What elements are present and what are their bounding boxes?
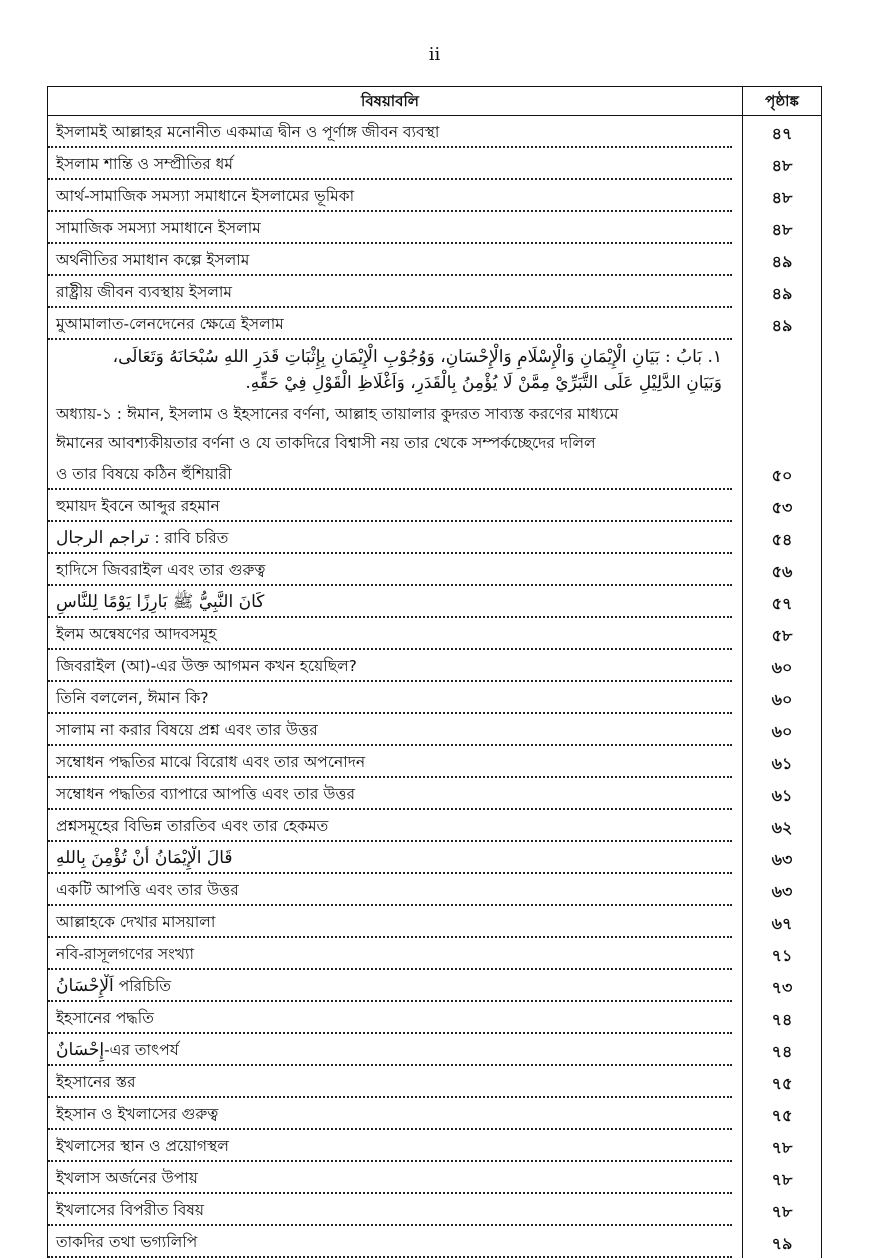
entry-title: [48, 718, 732, 746]
list-item[interactable]: [48, 1130, 821, 1162]
list-item[interactable]: [48, 554, 821, 586]
entry-page: ৪৭: [742, 116, 821, 148]
entry-title: [48, 1070, 732, 1098]
entry-title: [48, 1198, 732, 1226]
toc-header: [48, 87, 821, 116]
chapter-description: [48, 398, 821, 458]
list-item[interactable]: [48, 842, 821, 874]
entry-page: ৭৩: [742, 970, 821, 1002]
entry-page: ৬০: [742, 682, 821, 714]
entry-text: সালাম না করার বিষয়ে প্রশ্ন এবং তার উত্তর: [56, 721, 318, 739]
entry-text: হাদিসে জিবরাইল এবং তার গুরুত্ব: [56, 561, 266, 579]
entry-arabic: اَلْإِحْسَانُ: [56, 976, 114, 996]
list-item[interactable]: [48, 1194, 821, 1226]
entry-title: [48, 312, 732, 340]
list-item[interactable]: [48, 244, 821, 276]
entry-page: ৫৩: [742, 490, 821, 522]
entry-title: [48, 280, 732, 308]
entry-text: প্রশ্নসমূহের বিভিন্ন তারতিব এবং তার হেকমত: [56, 817, 329, 835]
list-item[interactable]: [48, 458, 821, 490]
list-item[interactable]: [48, 1002, 821, 1034]
list-item[interactable]: [48, 148, 821, 180]
entry-arabic: كَانَ النَّبِيُّ ﷺ بَارِزًا يَوْمًا لِلنَّاسِ: [56, 592, 265, 612]
list-item[interactable]: [48, 116, 821, 148]
entry-page: ৫০: [742, 458, 821, 490]
entry-page: ৭৪: [742, 1002, 821, 1034]
list-item[interactable]: [48, 308, 821, 340]
entry-text: রাষ্ট্রীয় জীবন ব্যবস্থায় ইসলাম: [56, 283, 233, 301]
entry-title: [48, 814, 732, 842]
entry-text: ইখলাসের বিপরীত বিষয়: [56, 1201, 205, 1219]
entry-title: [48, 590, 732, 618]
entry-title: [48, 1134, 732, 1162]
toc-header-page: পৃষ্ঠাঙ্ক: [742, 87, 821, 115]
entry-title: [48, 942, 732, 970]
entry-title: [48, 686, 732, 714]
entry-page: ৭৫: [742, 1066, 821, 1098]
entry-text: ইলম অন্বেষণের আদবসমূহ: [56, 625, 217, 643]
entry-page: ৬৩: [742, 842, 821, 874]
entry-text: ইখলাস অর্জনের উপায়: [56, 1169, 198, 1187]
list-item[interactable]: [48, 1226, 821, 1258]
entry-page: ৪৯: [742, 244, 821, 276]
entry-text: ইখলাসের স্থান ও প্রয়োগস্থল: [56, 1137, 229, 1155]
entry-page: ৬২: [742, 810, 821, 842]
entry-page: ৫৪: [742, 522, 821, 554]
entry-text: : রাবি চরিত: [149, 529, 229, 547]
arabic-heading-line-2: وَبَيَانِ الدَّلِيْلِ عَلَى التَّبَرِّيْ مِمَّنْ لَا يُؤْمِنُ بِالْقَدَرِ، وَاَغْلَاظِ الْقَوْلِ فِيْ حَقِّهِ.: [245, 373, 722, 393]
list-item[interactable]: [48, 746, 821, 778]
entry-text: জিবরাইল (আ)-এর উক্ত আগমন কখন হয়েছিল?: [56, 657, 357, 675]
entry-title: [48, 1038, 732, 1066]
list-item[interactable]: [48, 522, 821, 554]
entry-title: [48, 782, 732, 810]
list-item[interactable]: [48, 778, 821, 810]
toc-header-title: বিষয়াবলি: [361, 92, 419, 110]
entry-text: আর্থ-সামাজিক সমস্যা সমাধানে ইসলামের ভূমিকা: [56, 187, 355, 205]
entry-title: [48, 910, 732, 938]
list-item[interactable]: [48, 970, 821, 1002]
chapter-line-2: ঈমানের আবশ্যকীয়তার বর্ণনা ও যে তাকদিরে বিশ্বাসী নয় তার থেকে সম্পর্কচ্ছেদের দলিল: [56, 434, 596, 452]
entry-page: ৭৯: [742, 1226, 821, 1258]
entry-page: ৪৯: [742, 276, 821, 308]
list-item[interactable]: [48, 618, 821, 650]
entry-title: ও তার বিষয়ে কঠিন হুঁশিয়ারী: [48, 462, 732, 490]
entry-text: সম্বোধন পদ্ধতির মাঝে বিরোধ এবং তার অপনোদন: [56, 753, 366, 771]
entry-text: ইহসানের পদ্ধতি: [56, 1009, 154, 1027]
list-item[interactable]: [48, 586, 821, 618]
list-item[interactable]: [48, 276, 821, 308]
entry-text: -এর তাৎপর্য: [104, 1041, 179, 1059]
entry-text: আল্লাহকে দেখার মাসয়ালা: [56, 913, 216, 931]
entry-page: ৫৮: [742, 618, 821, 650]
arabic-chapter-heading: [48, 340, 821, 398]
list-item[interactable]: [48, 212, 821, 244]
entry-title: [48, 248, 732, 276]
entry-title: [48, 622, 732, 650]
entry-arabic: تراجم الرجال: [56, 528, 150, 548]
entry-page: ৫৬: [742, 554, 821, 586]
list-item[interactable]: [48, 490, 821, 522]
list-item[interactable]: [48, 650, 821, 682]
entry-page: ৭১: [742, 938, 821, 970]
entry-title: [48, 216, 732, 244]
entry-title: [48, 654, 732, 682]
list-item[interactable]: [48, 810, 821, 842]
entry-text: নবি-রাসূলগণের সংখ্যা: [56, 945, 195, 963]
entry-page: ৬১: [742, 778, 821, 810]
entry-text: মুআমালাত-লেনদেনের ক্ষেত্রে ইসলাম: [56, 315, 284, 333]
list-item[interactable]: [48, 874, 821, 906]
entry-title: [48, 750, 732, 778]
entry-text: ইহসানের স্তর: [56, 1073, 136, 1091]
entry-page: ৭৮: [742, 1162, 821, 1194]
list-item[interactable]: [48, 938, 821, 970]
entry-title: [48, 1166, 732, 1194]
entry-title: [48, 494, 732, 522]
entry-title: [48, 184, 732, 212]
entry-title: [48, 152, 732, 180]
entry-title: [48, 1102, 732, 1130]
entry-text: সম্বোধন পদ্ধতির ব্যাপারে আপত্তি এবং তার উত্তর: [56, 785, 356, 803]
entry-text: হুমায়দ ইবনে আব্দুর রহমান: [56, 497, 220, 515]
entry-text: অর্থনীতির সমাধান কল্পে ইসলাম: [56, 251, 250, 269]
list-item[interactable]: [48, 906, 821, 938]
entry-text: পরিচিতি: [113, 977, 172, 995]
entry-page: ৭৮: [742, 1194, 821, 1226]
entry-title: [48, 1006, 732, 1034]
entry-page: ৪৮: [742, 180, 821, 212]
table-of-contents: [47, 86, 822, 1258]
entry-page: ৭৪: [742, 1034, 821, 1066]
entry-page: ৬১: [742, 746, 821, 778]
page-number: ii: [428, 44, 441, 65]
entry-text: ইহসান ও ইখলাসের গুরুত্ব: [56, 1105, 219, 1123]
entry-title: [48, 526, 732, 554]
entry-text: তিনি বললেন, ঈমান কি?: [56, 689, 209, 707]
entry-text: তাকদির তথা ভগ্যলিপি: [56, 1233, 198, 1251]
chapter-line-1: অধ্যায়-১ : ঈমান, ইসলাম ও ইহসানের বর্ণনা, আল্লাহ তায়ালার কুদরত সাব্যস্ত করণের মাধ্যমে: [56, 405, 619, 423]
entry-title: [48, 1230, 732, 1258]
entry-text: ইসলাম শান্তি ও সম্প্রীতির ধর্ম: [56, 155, 233, 173]
entry-page: ৭৮: [742, 1130, 821, 1162]
entry-page: ৪৯: [742, 308, 821, 340]
entry-text: সামাজিক সমস্যা সমাধানে ইসলাম: [56, 219, 261, 237]
entry-arabic: إِحْسَانٌ: [56, 1040, 105, 1060]
entry-title: [48, 846, 732, 874]
entry-title: [48, 974, 732, 1002]
list-item[interactable]: [48, 1098, 821, 1130]
entry-page: ৬০: [742, 650, 821, 682]
entry-page: ৪৮: [742, 212, 821, 244]
entry-page: ৬৩: [742, 874, 821, 906]
entry-arabic: قَالَ الْإِيْمَانُ أَنْ تُؤْمِنَ بِاللهِ: [56, 848, 233, 868]
entry-text: ইসলামই আল্লাহর মনোনীত একমাত্র দ্বীন ও পূর্ণাঙ্গ জীবন ব্যবস্থা: [56, 123, 440, 141]
list-item[interactable]: [48, 1162, 821, 1194]
entry-title: [48, 878, 732, 906]
arabic-heading-line-1: ١. بَابُ : بَيَانِ الْإِيْمَانِ وَالْإِسْلَامِ وَالْإِحْسَانِ، وَوُجُوْبِ الْإِيْمَانِ بِإِثْبَاتِ قَدَرِ اللهِ سُبْحَانَهُ وَتَعَالَى،: [112, 347, 722, 367]
entry-page: ৫৭: [742, 586, 821, 618]
entry-page: ৭৫: [742, 1098, 821, 1130]
list-item[interactable]: [48, 1066, 821, 1098]
entry-title: [48, 558, 732, 586]
list-item[interactable]: [48, 1034, 821, 1066]
entry-title: [48, 120, 732, 148]
entry-page: ৬০: [742, 714, 821, 746]
entry-page: ৪৮: [742, 148, 821, 180]
list-item[interactable]: [48, 714, 821, 746]
list-item[interactable]: [48, 180, 821, 212]
entry-page: ৬৭: [742, 906, 821, 938]
entry-text: একটি আপত্তি এবং তার উত্তর: [56, 881, 239, 899]
list-item[interactable]: [48, 682, 821, 714]
